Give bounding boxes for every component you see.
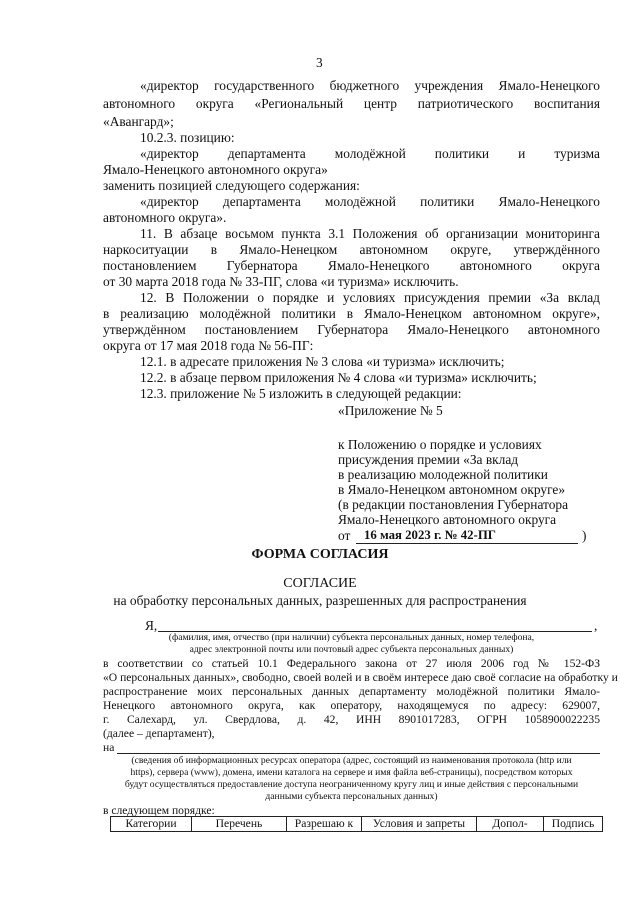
appendix-caption-line: к Положению о порядке и условиях [338, 437, 542, 452]
consent-title: СОГЛАСИЕ [283, 576, 357, 591]
appendix-caption-line: Ямало-Ненецкого автономного округа [338, 512, 557, 527]
paragraph-11-line: постановлением Губернатора Ямало-Ненецкого автономного округа [103, 258, 600, 273]
table-header-cell: Допол- [477, 817, 544, 832]
paragraph-12-line: в реализацию молодёжной политики в Ямало-Ненецком автономном округе», [103, 306, 600, 321]
resource-label: на [103, 741, 115, 754]
subject-hint: адрес электронной почты или почтовый адрес субъекта персональных данных) [189, 644, 514, 655]
appendix-date-value: 16 мая 2023 г. № 42-ПГ [364, 528, 496, 542]
table-header-cell: Перечень [192, 817, 287, 832]
amendment-line: «Авангард»; [103, 114, 174, 129]
appendix-date-prefix: от [338, 528, 351, 543]
amendment-line: заменить позицией следующего содержания: [103, 178, 360, 193]
appendix-date-underline [356, 543, 578, 544]
paragraph-12-line: 12. В Положении о порядке и условиях присуждения премии «За вклад [140, 290, 600, 305]
amendment-line: 10.2.3. позицию: [140, 130, 235, 145]
resource-hint: (сведения об информационных ресурсах оператора (адрес, состоящий из наименования протокола (http или [131, 755, 572, 766]
appendix-caption-line: присуждения премии «За вклад [338, 452, 519, 467]
amendment-line: Ямало-Ненецкого автономного округа» [103, 162, 328, 177]
consent-body-line: в соответствии со статьей 10.1 Федерального закона от 27 июля 2006 год № 152-ФЗ [103, 657, 600, 670]
consent-body-line: Ненецкого автономного округа, как оператору, находящемуся по адресу: 629007, [103, 699, 600, 712]
appendix-close-paren: ) [582, 528, 587, 543]
resource-field[interactable] [117, 753, 600, 754]
amendment-line: «директор государственного бюджетного учреждения Ямало-Ненецкого [140, 78, 600, 93]
page-number: 3 [316, 55, 323, 70]
subject-label: Я, [145, 618, 158, 633]
consent-body-line: г. Салехард, ул. Свердлова, д. 42, ИНН 8901017283, ОГРН 1058900022235 [103, 713, 600, 726]
amendment-line: «директор департамента молодёжной политики и туризма [140, 146, 600, 161]
consent-body-line: распространение моих персональных данных департаменту молодёжной политики Ямало- [103, 685, 600, 698]
paragraph-11-line: от 30 марта 2018 года № 33-ПГ, слова «и туризма» исключить. [103, 274, 459, 289]
subitem-line: 12.1. в адресате приложения № 3 слова «и туризма» исключить; [140, 354, 505, 369]
table-header-cell: Разрешаю к [287, 817, 362, 832]
subject-comma: , [594, 618, 598, 633]
subitem-line: 12.3. приложение № 5 изложить в следующей редакции: [140, 386, 462, 401]
appendix-caption-line: в Ямало-Ненецком автономном округе» [338, 482, 566, 497]
amendment-line: «директор департамента молодёжной политики Ямало-Ненецкого [140, 194, 600, 209]
consent-subtitle: на обработку персональных данных, разрешенных для распространения [113, 593, 527, 608]
order-label: в следующем порядке: [103, 804, 215, 817]
amendment-line: автономного округа». [103, 210, 227, 225]
paragraph-12-line: утверждённом постановлением Губернатора Ямало-Ненецкого автономного [103, 322, 600, 337]
amendment-line: автономного округа «Региональный центр патриотического воспитания [103, 96, 600, 111]
appendix-caption-line: (в редакции постановления Губернатора [338, 497, 569, 512]
resource-hint: данными субъекта персональных данных) [265, 791, 438, 802]
table-header-cell: Категории [111, 817, 192, 832]
form-heading: ФОРМА СОГЛАСИЯ [251, 547, 389, 562]
paragraph-12-line: округа от 17 мая 2018 года № 56-ПГ: [103, 338, 314, 353]
consent-body-line: «О персональных данных», свободно, своей волей и в своём интересе даю своё согласие на обработку и [103, 671, 618, 684]
subject-hint: (фамилия, имя, отчество (при наличии) субъекта персональных данных, номер телефона, [168, 632, 535, 643]
appendix-title: «Приложение № 5 [338, 403, 443, 418]
resource-hint: будут осуществляться предоставление доступа неограниченному кругу лиц и иные действия с персональными [124, 779, 579, 790]
table-header-cell: Условия и запреты [362, 817, 477, 832]
appendix-caption-line: в реализацию молодежной политики [338, 467, 548, 482]
table-header-row [111, 817, 603, 832]
subitem-line: 12.2. в абзаце первом приложения № 4 слова «и туризма» исключить; [140, 370, 537, 385]
paragraph-11-line: 11. В абзаце восьмом пункта 3.1 Положения об организации мониторинга [140, 226, 600, 241]
consent-table [110, 816, 603, 832]
consent-body-line: (далее – департамент), [103, 727, 215, 740]
table-header-cell: Подпись [544, 817, 603, 832]
paragraph-11-line: наркоситуации в Ямало-Ненецком автономном округе, утверждённого [103, 242, 600, 257]
resource-hint: https), сервера (www), домена, имени каталога на сервере и имя файла веб-страницы), посредством которых [130, 767, 573, 778]
